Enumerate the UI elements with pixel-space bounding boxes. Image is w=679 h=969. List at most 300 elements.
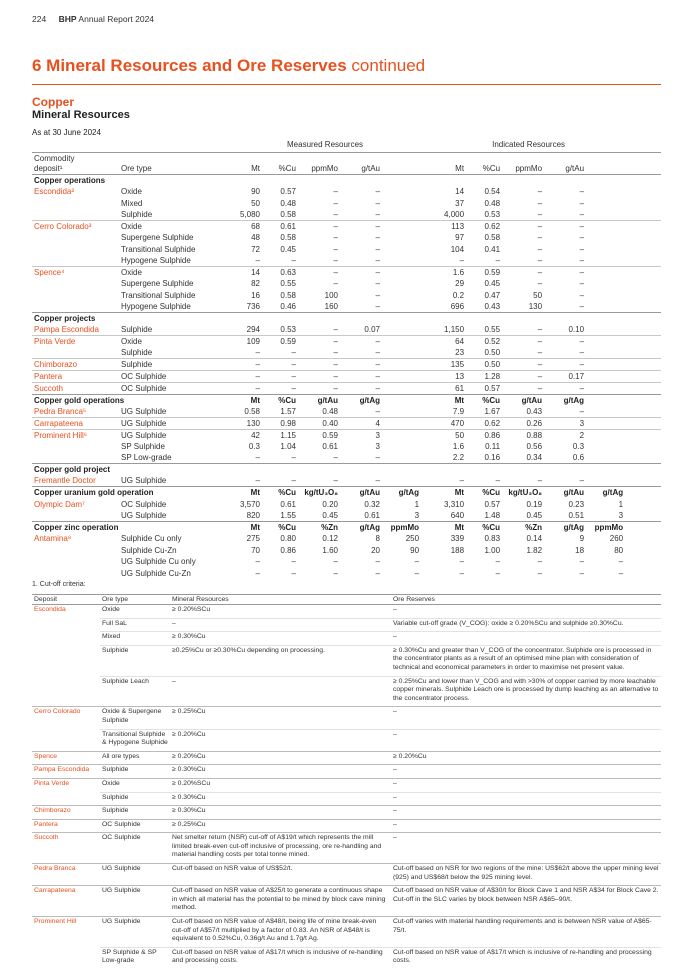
unit-header: Mt	[229, 487, 262, 499]
indicated-value: –	[579, 290, 585, 300]
measured-value: 3	[375, 442, 380, 451]
deposit-name	[32, 278, 119, 290]
measured-value: 72	[251, 244, 260, 254]
cutoff-deposit: Spence	[32, 751, 100, 765]
blank-cell	[382, 312, 421, 324]
indicated-value: 0.62	[466, 417, 502, 429]
table-row	[32, 347, 661, 359]
page-header	[32, 14, 154, 24]
cutoff-ore-reserves: ≥ 0.25%Cu and lower than V_COG and with >30% of copper carried by more leachable copper minerals. Sulphide Leach ore is processed by dump leaching as an alternative to the concentrator process.	[391, 676, 661, 707]
measured-value: –	[375, 255, 380, 265]
blank-cell	[382, 464, 421, 476]
measured-value: –	[333, 233, 338, 242]
cutoff-mineral-resources: –	[170, 618, 391, 632]
measured-value: –	[375, 347, 380, 357]
unit-header: g/tAu	[544, 487, 586, 499]
cutoff-row	[32, 947, 661, 969]
cutoff-mineral-resources: ≥ 0.30%Cu	[170, 792, 391, 806]
ore-type: Supergene Sulphide	[121, 233, 194, 242]
blank-cell	[466, 312, 502, 324]
measured-value: 0.61	[262, 220, 298, 232]
measured-value: –	[340, 266, 382, 278]
blank-cell	[466, 174, 502, 186]
blank-cell	[298, 174, 340, 186]
blank-cell	[586, 347, 625, 359]
cutoff-mineral-resources: ≥ 0.30%Cu	[170, 806, 391, 820]
ore-type-header: Ore type	[121, 163, 152, 173]
measured-value: 14	[229, 266, 262, 278]
gap-cell	[625, 358, 661, 370]
cutoff-row	[32, 751, 661, 765]
measured-value: –	[298, 370, 340, 382]
page-title	[32, 56, 425, 76]
indicated-value: –	[579, 476, 585, 485]
ore-type: Sulphide Cu-Zn	[121, 545, 177, 555]
indicated-value: –	[579, 557, 585, 566]
gap-cell	[421, 452, 432, 464]
commodity-deposit-header	[32, 152, 119, 174]
gap-cell	[625, 289, 661, 301]
cutoff-deposit	[32, 792, 100, 806]
unit-header: %Zn	[298, 521, 340, 533]
deposit-label: deposit¹	[34, 163, 63, 173]
indicated-value: 64	[432, 335, 466, 347]
measured-value: –	[291, 568, 296, 578]
measured-value: 16	[251, 290, 260, 300]
table-row	[32, 452, 661, 464]
indicated-value: –	[579, 233, 585, 242]
measured-value: 0.58	[280, 233, 296, 242]
measured-value: –	[298, 358, 340, 370]
deposit-name	[32, 243, 119, 255]
column-header-row	[32, 152, 661, 174]
cutoff-mineral-resources: –	[170, 676, 391, 707]
table-row	[32, 441, 661, 453]
deposit-name	[32, 510, 119, 522]
indicated-value: 0.19	[526, 499, 543, 509]
cutoff-row	[32, 806, 661, 820]
measured-value: –	[229, 370, 262, 382]
deposit-name: Carrapateena	[32, 417, 119, 429]
table-row	[32, 197, 661, 209]
unit-header: %Cu	[262, 394, 298, 406]
measured-value: –	[255, 347, 260, 357]
indicated-value: –	[537, 187, 543, 196]
measured-value: –	[262, 358, 298, 370]
cutoff-deposit: Pampa Escondida	[32, 765, 100, 779]
measured-value: –	[375, 568, 380, 578]
cutoff-ore-type: Transitional Sulphide & Hypogene Sulphide	[100, 729, 170, 751]
measured-value: 20	[371, 545, 380, 555]
gap-cell	[625, 533, 661, 545]
deposit-name: Cerro Colorado³	[32, 220, 119, 232]
measured-value: –	[375, 476, 380, 485]
indicated-value: 0.54	[484, 187, 501, 196]
cutoff-ore-type: SP Sulphide & SP Low-grade	[100, 947, 170, 969]
blank-cell	[586, 417, 625, 429]
indicated-value: 0.88	[502, 429, 544, 441]
measured-value: –	[333, 557, 338, 566]
measured-value: –	[298, 335, 340, 347]
measured-value: 50	[251, 198, 260, 208]
cutoff-mineral-resources: ≥0.25%Cu or ≥0.30%Cu depending on processing.	[170, 645, 391, 676]
cutoff-ore-reserves: Cut-off based on NSR value of A$30/t for Block Cave 1 and NSR A$34 for Block Cave 2. Cut-off in the SLC varies by block between NSR A$65–90/t.	[391, 886, 661, 917]
gap-cell	[625, 464, 661, 476]
indicated-value: 0.23	[568, 499, 585, 509]
indicated-value: –	[537, 244, 543, 254]
measured-value: –	[291, 255, 296, 265]
measured-value: –	[298, 266, 340, 278]
measured-value: 0.61	[322, 442, 338, 451]
gap-cell	[421, 335, 432, 347]
deposit-name	[32, 197, 119, 209]
cutoff-mineral-resources: ≥ 0.30%Cu	[170, 765, 391, 779]
cutoff-ore-reserves: Cut-off varies with material handling requirements and is between NSR value of A$65-75/t.	[391, 917, 661, 948]
unit-header: ppmMo	[382, 521, 421, 533]
blank-cell	[262, 464, 298, 476]
measured-value: –	[255, 568, 260, 578]
blank-cell	[586, 464, 625, 476]
blank-cell	[382, 335, 421, 347]
blank-cell	[586, 174, 625, 186]
indicated-group-header: Indicated Resources	[432, 138, 625, 152]
blank-cell	[466, 464, 502, 476]
table-row	[32, 209, 661, 221]
cutoff-row	[32, 778, 661, 792]
gap-cell	[625, 382, 661, 394]
unit-header: Mt	[432, 521, 466, 533]
measured-group-header: Measured Resources	[229, 138, 421, 152]
blank-cell	[382, 232, 421, 244]
indicated-value: –	[459, 255, 465, 265]
indicated-value: 1.6	[452, 442, 465, 451]
blank-cell	[382, 209, 421, 221]
indicated-value: 696	[450, 301, 465, 311]
cutoff-ore-reserves: –	[391, 605, 661, 619]
measured-value: 0.20	[322, 499, 338, 509]
measured-value: –	[375, 290, 380, 300]
table-row	[32, 243, 661, 255]
cutoff-deposit: Carrapateena	[32, 886, 100, 917]
table-row	[32, 498, 661, 510]
measured-value: –	[375, 209, 380, 219]
measured-value: –	[262, 370, 298, 382]
blank-cell	[382, 475, 421, 487]
indicated-value: 1.6	[432, 266, 466, 278]
cutoff-ore-type: UG Sulphide	[100, 917, 170, 948]
blank-cell	[432, 174, 466, 186]
indicated-value: 1.28	[466, 370, 502, 382]
unit-header: %Cu	[262, 521, 298, 533]
ore-type: Transitional Sulphide	[121, 244, 196, 254]
measured-value: 70	[251, 545, 260, 555]
table-row	[32, 382, 661, 394]
measured-value: 0.86	[280, 545, 296, 555]
blank-cell	[502, 312, 544, 324]
deposit-name: Spence⁴	[32, 266, 119, 278]
blank-cell	[586, 289, 625, 301]
cutoff-ore-reserves: –	[391, 729, 661, 751]
indicated-value: 0.3	[572, 442, 585, 451]
cutoff-deposit: Escondida	[32, 605, 100, 619]
indicated-value: 61	[432, 382, 466, 394]
gap-cell	[625, 452, 661, 464]
indicated-value: 2	[544, 429, 586, 441]
gap-cell	[421, 475, 432, 487]
indicated-value: 0.2	[452, 290, 465, 300]
measured-value: –	[340, 358, 382, 370]
table-row	[32, 406, 661, 418]
cutoff-ore-type: All ore types	[100, 751, 170, 765]
unit-header: Mt	[229, 521, 262, 533]
indicated-value: –	[579, 198, 585, 208]
blank-cell	[340, 312, 382, 324]
measured-value: 1	[414, 499, 420, 509]
page-number: 224	[32, 14, 47, 24]
gap-cell	[421, 544, 432, 556]
gap-cell	[421, 312, 432, 324]
indicated-value: 2.2	[452, 453, 465, 462]
gap-cell	[625, 475, 661, 487]
category-row	[32, 174, 661, 186]
measured-value: 160	[324, 301, 338, 311]
indicated-value: –	[459, 476, 465, 485]
ore-type: UG Sulphide	[119, 429, 229, 441]
blank-cell	[229, 174, 262, 186]
indicated-value: –	[537, 198, 543, 208]
gap-cell	[421, 382, 432, 394]
title-rule	[32, 84, 661, 85]
cutoff-deposit: Pedra Branca	[32, 864, 100, 886]
cutoff-ore-type: Sulphide	[100, 792, 170, 806]
cutoff-ore-type: UG Sulphide	[100, 886, 170, 917]
table-row	[32, 301, 661, 313]
blank-cell	[586, 394, 625, 406]
measured-value: –	[375, 453, 380, 462]
category-label: Copper operations	[32, 174, 229, 186]
cutoff-ore-type: OC Sulphide	[100, 819, 170, 833]
blank-cell	[382, 266, 421, 278]
measured-value: 0.63	[262, 266, 298, 278]
cutoff-ore-reserves: –	[391, 792, 661, 806]
indicated-value: 0.51	[568, 510, 585, 520]
measured-value: 0.98	[262, 417, 298, 429]
unit-header: Mt	[229, 394, 262, 406]
deposit-name: Succoth	[32, 382, 119, 394]
measured-value: 0.45	[322, 510, 338, 520]
cutoff-deposit	[32, 645, 100, 676]
blank-cell	[432, 312, 466, 324]
gap-cell	[625, 209, 661, 221]
measured-value: –	[333, 568, 338, 578]
gap-cell	[625, 301, 661, 313]
indicated-value: 50	[533, 290, 543, 300]
category-row	[32, 312, 661, 324]
ore-type: Sulphide Cu only	[121, 534, 182, 543]
ore-type: Sulphide	[121, 324, 153, 334]
blank-cell	[586, 209, 625, 221]
cutoff-ore-reserves: –	[391, 707, 661, 729]
indicated-value: 0.26	[502, 417, 544, 429]
cutoff-row	[32, 632, 661, 646]
gap-cell	[421, 358, 432, 370]
indicated-value: 1	[618, 499, 624, 509]
measured-value: 0.59	[298, 429, 340, 441]
measured-value: –	[229, 358, 262, 370]
indicated-value: –	[495, 557, 501, 566]
cutoff-mineral-resources: Net smelter return (NSR) cut-off of A$19/t which represents the mill limited break-even cut-off inclusive of processing, ore re-handling and material handling costs per total tonne mined.	[170, 833, 391, 864]
measured-value: 0.46	[280, 301, 296, 311]
blank-cell	[544, 312, 586, 324]
gap-cell	[421, 394, 432, 406]
measured-value: 0.58	[280, 209, 296, 219]
cutoff-head-mineral-resources: Mineral Resources	[170, 595, 391, 605]
blank-cell	[586, 452, 625, 464]
cutoff-ore-type: Oxide	[100, 778, 170, 792]
indicated-value: 0.57	[484, 499, 501, 509]
measured-value: 42	[229, 429, 262, 441]
measured-value: 90	[251, 187, 260, 196]
indicated-value: 18	[575, 545, 585, 555]
table-row	[32, 186, 661, 198]
measured-value: 0.32	[364, 499, 380, 509]
blank-cell	[382, 255, 421, 267]
cutoff-ore-reserves: ≥ 0.30%Cu and greater than V_COG of the concentrator. Sulphide ore is processed in the concentrator plants as a result of an optimised mine plan with consideration of technical and economical parameters in order to maximise net present value.	[391, 645, 661, 676]
indicated-value: 0.52	[466, 335, 502, 347]
indicated-value: 1.48	[484, 510, 501, 520]
cutoff-mineral-resources: Cut-off based on NSR value of A$17/t which is inclusive of re-handling and processing costs.	[170, 947, 391, 969]
indicated-value: 7.9	[452, 406, 465, 416]
gap-cell	[421, 429, 432, 441]
cutoff-ore-type: Oxide & Supergene Sulphide	[100, 707, 170, 729]
ore-type: OC Sulphide	[119, 382, 229, 394]
cutoff-row	[32, 765, 661, 779]
deposit-name	[32, 347, 119, 359]
indicated-value: 260	[609, 534, 624, 543]
measured-value: –	[375, 301, 380, 311]
cutoff-mineral-resources: ≥ 0.25%Cu	[170, 819, 391, 833]
unit-header: g/tAg	[340, 394, 382, 406]
indicated-value: –	[579, 279, 585, 288]
measured-value: 0.07	[364, 324, 380, 334]
measured-value: –	[375, 233, 380, 242]
blank-cell	[382, 406, 421, 418]
indicated-value: 1.67	[484, 406, 501, 416]
cutoff-row	[32, 864, 661, 886]
cutoff-row	[32, 819, 661, 833]
category-label: Copper gold project	[32, 464, 229, 476]
cutoff-ore-reserves: –	[391, 778, 661, 792]
measured-value: –	[291, 557, 296, 566]
indicated-value: 1.00	[484, 545, 501, 555]
unit-header: g/tAg	[586, 487, 625, 499]
indicated-value: 50	[432, 429, 466, 441]
ore-type: Hypogene Sulphide	[121, 255, 191, 265]
cutoff-mineral-resources: Cut-off based on NSR value of A$25/t to generate a continuous shape in which all material has the potential to be mined by block cave mining method.	[170, 886, 391, 917]
measured-value: –	[333, 324, 338, 334]
cutoff-deposit: Prominent Hill	[32, 917, 100, 948]
ore-type: OC Sulphide	[121, 499, 167, 509]
indicated-value: –	[537, 557, 543, 566]
cutoff-row	[32, 707, 661, 729]
gap-cell	[421, 266, 432, 278]
ore-type: Oxide	[119, 335, 229, 347]
measured-value: –	[375, 187, 380, 196]
indicated-value: 0.62	[466, 220, 502, 232]
unit-header: Mt	[455, 163, 465, 173]
title-continued: continued	[351, 56, 426, 75]
indicated-value: –	[579, 209, 585, 219]
cutoff-ore-reserves: Variable cut-off grade (V_COG): oxide ≥ 0.20%SCu and sulphide ≥0.30%Cu.	[391, 618, 661, 632]
cutoff-row	[32, 618, 661, 632]
gap-cell	[625, 324, 661, 336]
cutoff-ore-reserves: ≥ 0.20%Cu	[391, 751, 661, 765]
indicated-value: –	[459, 557, 465, 566]
measured-value: 0.61	[364, 510, 380, 520]
category-label: Copper projects	[32, 312, 229, 324]
table-row	[32, 417, 661, 429]
cutoff-ore-reserves: –	[391, 819, 661, 833]
indicated-value: 0.6	[572, 453, 585, 462]
indicated-value: –	[459, 568, 465, 578]
unit-header: %Cu	[466, 394, 502, 406]
gap-cell	[625, 312, 661, 324]
section-title: Copper	[32, 95, 74, 109]
gap-cell	[625, 232, 661, 244]
table-row	[32, 255, 661, 267]
blank-cell	[586, 324, 625, 336]
measured-value: 48	[251, 233, 260, 242]
table-row	[32, 232, 661, 244]
blank-cell	[229, 464, 262, 476]
gap-cell	[421, 174, 432, 186]
table-row	[32, 429, 661, 441]
blank-cell	[586, 255, 625, 267]
indicated-value: 130	[528, 301, 543, 311]
unit-header: ppmMo	[311, 163, 338, 173]
category-row	[32, 521, 661, 533]
indicated-value: –	[579, 301, 585, 311]
deposit-name	[32, 209, 119, 221]
measured-value: –	[229, 382, 262, 394]
gap-cell	[421, 278, 432, 290]
indicated-value: –	[502, 335, 544, 347]
cutoff-mineral-resources: Cut-off based on NSR value of A$48/t, being life of mine break-even cut-off of A$57/t multiplied by a factor of 0.83. An NSR of A$48/t is equivalent to 0.52%Cu, 0.36g/t Au and 1.7g/t Ag.	[170, 917, 391, 948]
measured-value: 0.59	[262, 335, 298, 347]
gap-cell	[421, 510, 432, 522]
gap-cell	[625, 347, 661, 359]
measured-value: –	[333, 476, 338, 485]
deposit-name: Olympic Dam⁷	[34, 499, 85, 509]
cutoff-deposit	[32, 729, 100, 751]
blank-cell	[544, 174, 586, 186]
gap-cell	[421, 243, 432, 255]
unit-header: ppmMo	[586, 521, 625, 533]
measured-value: 0.48	[280, 198, 296, 208]
blank-cell	[262, 174, 298, 186]
indicated-value: –	[502, 358, 544, 370]
unit-header: Mt	[432, 394, 466, 406]
blank-cell	[382, 417, 421, 429]
unit-header: g/tAu	[298, 394, 340, 406]
table-row	[32, 556, 661, 568]
cutoff-mineral-resources: ≥ 0.30%Cu	[170, 632, 391, 646]
measured-value: –	[340, 335, 382, 347]
deposit-name: Prominent Hill⁶	[32, 429, 119, 441]
indicated-value: 0.57	[466, 382, 502, 394]
cutoff-ore-type: Oxide	[100, 605, 170, 619]
measured-value: 0.53	[280, 324, 296, 334]
